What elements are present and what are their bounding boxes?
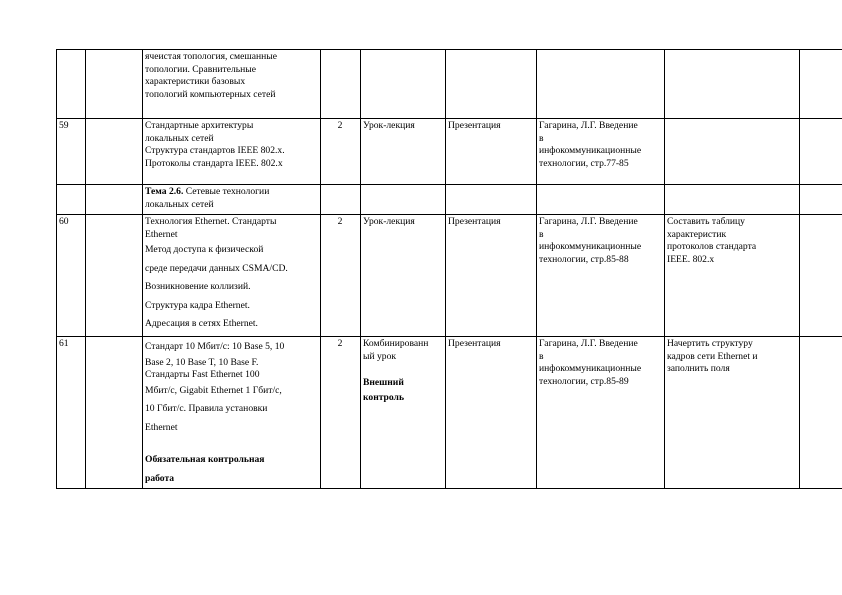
section-number: Тема 2.6.: [145, 186, 184, 197]
cell-extra: [800, 50, 842, 119]
cell-homework: [665, 215, 800, 337]
literature-line: инфокоммуникационные: [539, 145, 642, 157]
cell-literature: [537, 50, 665, 119]
cell-visual-aids: Презентация: [446, 119, 537, 185]
cell-homework: [665, 337, 800, 489]
section-row: [57, 185, 842, 215]
homework-line: заполнить поля: [667, 363, 730, 375]
topic-line: Метод доступа к физической: [145, 244, 264, 256]
spacer: [363, 363, 444, 375]
cell-lesson-type: Урок-лекция: [361, 215, 446, 337]
cell-blank: [86, 215, 143, 337]
lesson-type-line: Комбинированн: [363, 338, 429, 349]
cell-lesson-type: Урок-лекция: [361, 119, 446, 185]
topic-line: Структура стандартов IEEE 802.х.: [145, 145, 285, 157]
assessment-label: работа: [145, 472, 175, 484]
topic-line: характеристики базовых: [145, 76, 246, 88]
cell-blank: [86, 119, 143, 185]
table-row: [57, 50, 842, 119]
section-title: [145, 186, 319, 199]
spacer: [145, 437, 319, 451]
cell-visual-aids: [446, 50, 537, 119]
cell-section-title: [143, 185, 321, 215]
cell-extra: [800, 185, 842, 215]
literature-line: Гагарина, Л.Г. Введение: [539, 216, 638, 227]
section-title-line2: локальных сетей: [145, 198, 214, 210]
cell-hours: [321, 50, 361, 119]
literature-line: технологии, стр.85-88: [539, 254, 629, 266]
topic-line: локальных сетей: [145, 132, 214, 144]
topic-line: топологий компьютерных сетей: [145, 89, 276, 101]
cell-blank: [86, 185, 143, 215]
lesson-type-line: ый урок: [363, 350, 397, 362]
topic-line: Ethernet: [145, 228, 178, 240]
cell-number: [57, 185, 86, 215]
cell-hours: 2: [321, 215, 361, 337]
topic-line: топологии. Сравнительные: [145, 63, 256, 75]
homework-line: характеристик: [667, 228, 727, 240]
cell-lesson-type: [361, 337, 446, 489]
cell-homework: [665, 185, 800, 215]
literature-line: технологии, стр.85-89: [539, 376, 629, 388]
cell-topic: [143, 119, 321, 185]
table-row: [57, 119, 842, 185]
literature-line: в: [539, 228, 544, 240]
topic-line: Протоколы стандарта IEEE. 802.х: [145, 158, 283, 170]
literature-line: в: [539, 350, 544, 362]
cell-hours: 2: [321, 337, 361, 489]
topic-line: Адресация в сетях Ethernet.: [145, 318, 258, 330]
topic-line: Стандарт 10 Мбит/с: 10 Base 5, 10: [145, 341, 285, 352]
control-label: контроль: [363, 392, 405, 404]
topic-line: 10 Гбит/с. Правила установки: [145, 403, 268, 415]
topic-line: Возникновение коллизий.: [145, 281, 251, 293]
topic-line: Мбит/с, Gigabit Ethernet 1 Гбит/с,: [145, 384, 282, 396]
homework-line: Составить таблицу: [667, 216, 745, 227]
topic-line: Стандарты Fast Ethernet 100: [145, 369, 260, 381]
literature-line: технологии, стр.77-85: [539, 158, 629, 170]
cell-number: [57, 50, 86, 119]
cell-extra: [800, 119, 842, 185]
topic-line: Base 2, 10 Base T, 10 Base F.: [145, 356, 259, 368]
topic-line: Структура кадра Ethernet.: [145, 299, 250, 311]
cell-homework: [665, 50, 800, 119]
control-label: Внешний: [363, 377, 404, 389]
cell-number: 59: [57, 119, 86, 185]
cell-lesson-type: [361, 185, 446, 215]
cell-homework: [665, 119, 800, 185]
cell-extra: [800, 215, 842, 337]
assessment-label: Обязательная контрольная: [145, 454, 265, 466]
literature-line: в: [539, 132, 544, 144]
cell-number: 60: [57, 215, 86, 337]
literature-line: Гагарина, Л.Г. Введение: [539, 338, 638, 349]
table-row: [57, 215, 842, 337]
homework-line: IEEE. 802.х: [667, 254, 715, 266]
homework-line: кадров сети Ethernet и: [667, 350, 758, 362]
cell-literature: [537, 337, 665, 489]
cell-topic: [143, 215, 321, 337]
cell-lesson-type: [361, 50, 446, 119]
topic-line: ячеистая топология, смешанные: [145, 51, 278, 62]
cell-blank: [86, 337, 143, 489]
cell-extra: [800, 337, 842, 489]
topic-line: Ethernet: [145, 421, 178, 433]
lesson-plan-table: [56, 49, 842, 489]
cell-literature: [537, 185, 665, 215]
homework-line: протоколов стандарта: [667, 241, 757, 253]
section-title-text: Сетевые технологии: [183, 186, 270, 197]
literature-line: инфокоммуникационные: [539, 363, 642, 375]
literature-line: Гагарина, Л.Г. Введение: [539, 120, 638, 131]
literature-line: инфокоммуникационные: [539, 241, 642, 253]
topic-line: Технология Ethernet. Стандарты: [145, 216, 277, 227]
cell-blank: [86, 50, 143, 119]
cell-topic: [143, 50, 321, 119]
homework-line: Начертить структуру: [667, 338, 753, 349]
cell-hours: [321, 185, 361, 215]
cell-visual-aids: Презентация: [446, 215, 537, 337]
cell-hours: 2: [321, 119, 361, 185]
cell-topic: [143, 337, 321, 489]
cell-literature: [537, 215, 665, 337]
topic-line: Стандартные архитектуры: [145, 120, 254, 131]
cell-literature: [537, 119, 665, 185]
cell-visual-aids: [446, 185, 537, 215]
table-row: [57, 337, 842, 489]
topic-line: среде передачи данных CSMA/CD.: [145, 262, 288, 274]
cell-number: 61: [57, 337, 86, 489]
cell-visual-aids: Презентация: [446, 337, 537, 489]
